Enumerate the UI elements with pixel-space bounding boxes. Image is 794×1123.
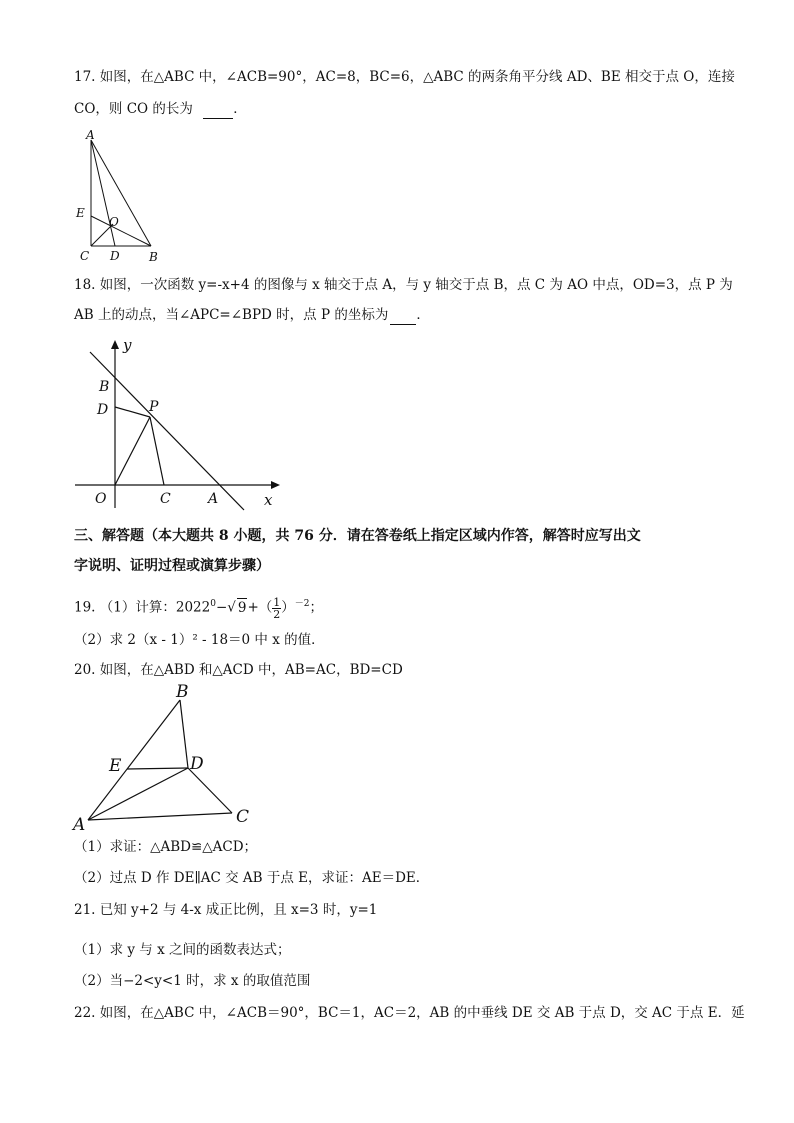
q19-p1-minus: − [215, 599, 228, 616]
q19-p1-radicand: 9 [237, 599, 247, 616]
q20-label-a: A [73, 815, 86, 832]
q18-label-b: B [99, 379, 110, 395]
q18-label-y: y [123, 336, 132, 354]
q20-label-c: C [236, 807, 250, 827]
q17-answer-blank [203, 100, 233, 119]
q18-line2-text: AB 上的动点，当∠APC=∠BPD 时，点 P 的坐标为 [74, 307, 389, 323]
q17-bisector-ad [91, 140, 115, 246]
q21-part2: （2）当−2<y<1 时，求 x 的取值范围 [74, 973, 311, 989]
q17-label-c: C [80, 249, 90, 263]
section-3-heading-line2: 字说明、证明过程或演算步骤） [74, 558, 270, 574]
q18-line2 [74, 306, 430, 325]
q19-p1-close: ） [281, 599, 295, 616]
q19-part2: （2）求 2（x - 1）² - 18＝0 中 x 的值． [74, 632, 325, 648]
q19-p1-exponent: －2 [294, 599, 310, 609]
q20-segment-bd [180, 700, 188, 768]
q17-period: ． [233, 101, 247, 117]
sqrt-icon: √ [227, 599, 236, 616]
q21-stem: 21. 已知 y+2 与 4-x 成正比例，且 x=3 时，y=1 [74, 902, 378, 918]
q17-side-ab [91, 140, 151, 246]
q20-label-e: E [109, 756, 122, 776]
section-3-heading-line1: 三、解答题（本大题共 8 小题，共 76 分．请在答卷纸上指定区域内作答，解答时应写出文 [74, 528, 641, 544]
q20-part1: （1）求证：△ABD≌△ACD； [74, 839, 258, 855]
q20-segment-ab [88, 700, 180, 820]
q18-segment-op [115, 417, 150, 485]
q20-segment-ad [88, 768, 188, 820]
q19-p1-numerator: 1 [273, 595, 281, 609]
q20-stem: 20. 如图，在△ABD 和△ACD 中，AB=AC，BD=CD [74, 662, 403, 678]
q19-p1-end: ； [309, 599, 324, 616]
q19-p1-plus: +（ [247, 599, 273, 616]
q20-figure [70, 680, 270, 832]
q17-label-d: D [110, 249, 120, 263]
q18-y-arrow-icon [111, 340, 119, 349]
q17-label-o: O [109, 215, 119, 229]
q19-p1-prefix: 19. （1）计算：2022 [74, 599, 211, 616]
q19-p1-exponent-zero: 0 [210, 599, 216, 609]
q18-period: ． [416, 307, 430, 323]
q20-part2: （2）过点 D 作 DE∥AC 交 AB 于点 E，求证：AE＝DE． [74, 870, 430, 886]
q18-label-d: D [97, 402, 109, 418]
q19-p1-denominator: 2 [273, 607, 281, 621]
q19-p1-fraction [272, 597, 281, 620]
q17-line1: 17. 如图，在△ABC 中，∠ACB=90°，AC=8，BC=6，△ABC 的两条角平分线 AD、BE 相交于点 O，连接 [74, 69, 735, 85]
q18-figure [70, 334, 290, 512]
q18-x-arrow-icon [271, 481, 280, 489]
q22-stem: 22. 如图，在△ABC 中，∠ACB＝90°，BC＝1，AC＝2，AB 的中垂线 DE 交 AB 于点 D，交 AC 于点 E．延 [74, 1005, 745, 1021]
q21-part1: （1）求 y 与 x 之间的函数表达式； [74, 942, 291, 958]
q18-label-o: O [95, 491, 107, 507]
q17-line2-text: CO，则 CO 的长为 [74, 101, 193, 117]
q17-line2 [74, 100, 247, 119]
q18-label-x: x [264, 491, 273, 509]
q19-part1 [74, 595, 323, 620]
q18-answer-blank [390, 306, 416, 325]
q18-label-c: C [160, 491, 171, 507]
q20-label-d: D [190, 754, 204, 774]
q20-label-b: B [176, 682, 189, 702]
q17-label-a: A [86, 128, 95, 142]
q18-line1: 18. 如图，一次函数 y=-x+4 的图像与 x 轴交于点 A，与 y 轴交于点 B，点 C 为 AO 中点，OD=3，点 P 为 [74, 277, 733, 293]
q18-label-p: P [149, 399, 159, 415]
q18-label-a: A [208, 491, 219, 507]
q17-figure [70, 128, 170, 266]
q20-segment-ac [88, 813, 232, 820]
q18-line-ab [90, 352, 244, 510]
q17-label-e: E [76, 206, 85, 220]
q17-label-b: B [149, 250, 158, 264]
q20-segment-ed [127, 768, 188, 769]
q18-segment-pc [150, 417, 164, 485]
q20-segment-dc [188, 768, 232, 813]
